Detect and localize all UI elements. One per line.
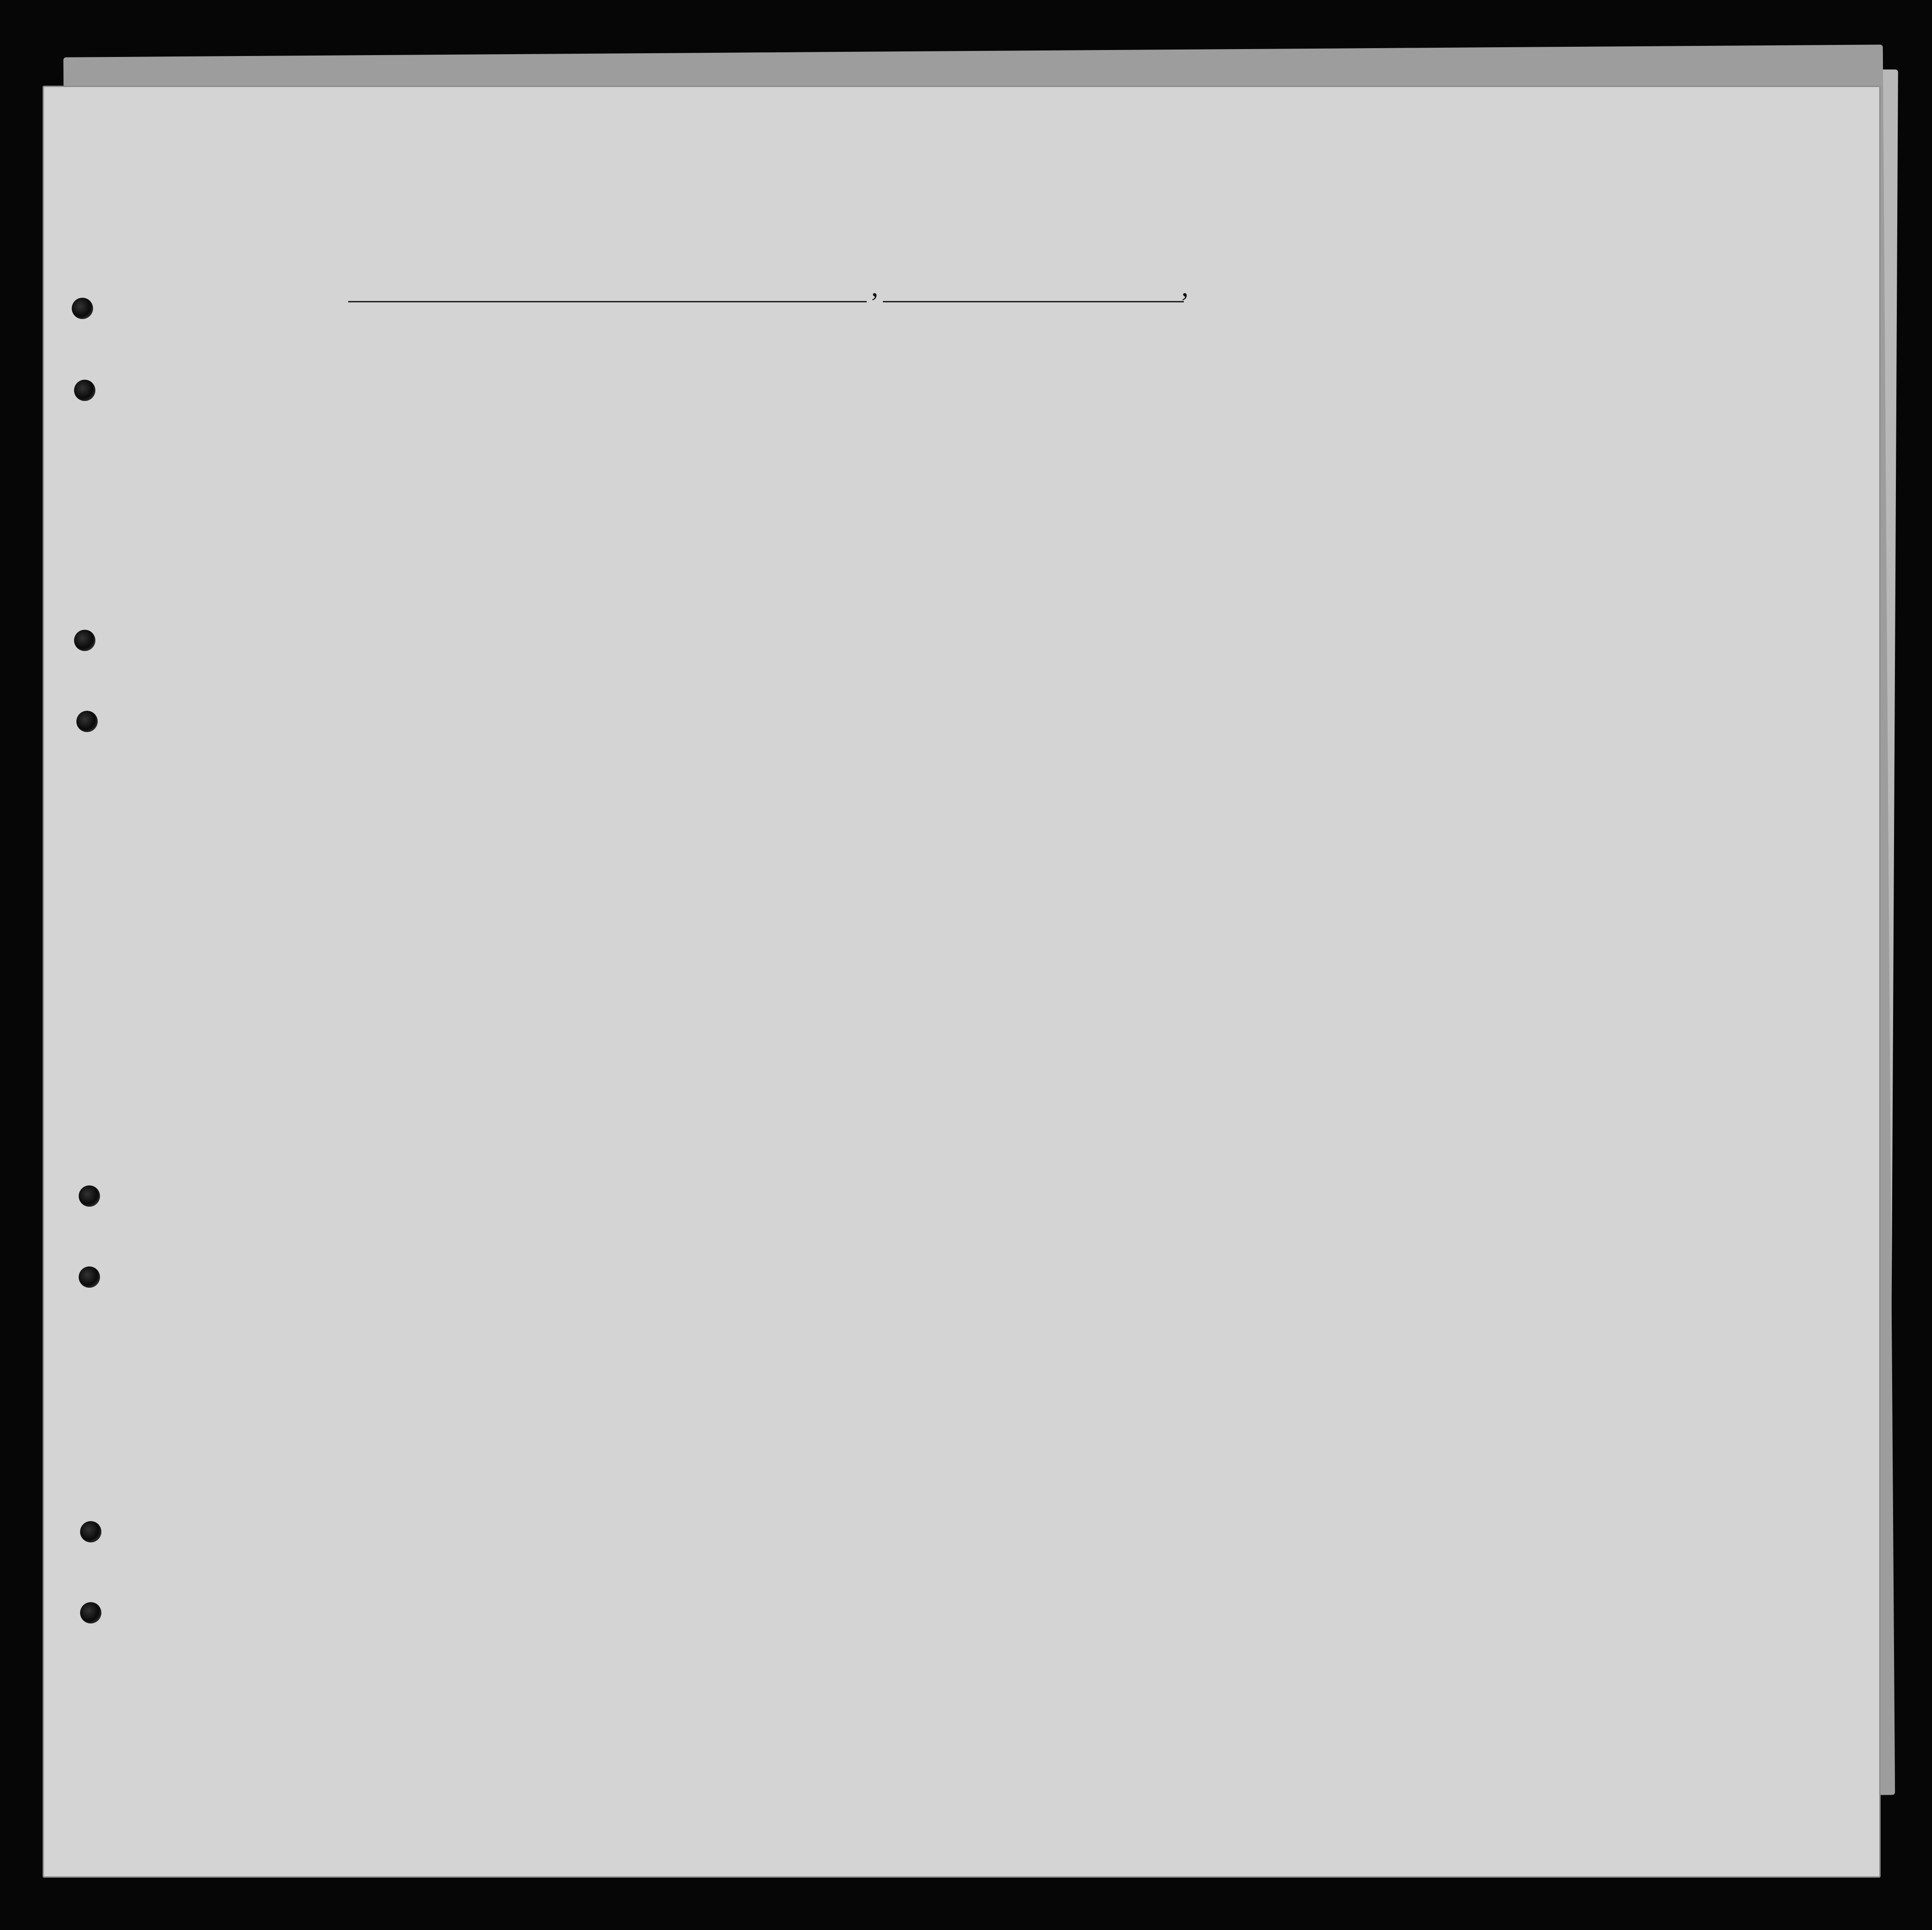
header-purpose-citizen xyxy=(1112,366,1144,519)
header-polygamist xyxy=(1177,354,1194,516)
header-purpose-length xyxy=(1075,366,1107,519)
binder-hole xyxy=(74,380,95,401)
header-q28 xyxy=(1219,352,1256,519)
header-money xyxy=(671,352,690,523)
header-contract-labor xyxy=(1260,352,1293,519)
header-inches xyxy=(1473,401,1487,451)
header-prison xyxy=(1151,354,1179,516)
binder-hole xyxy=(79,1266,100,1288)
comma-separator: , xyxy=(1182,271,1188,302)
comma-separator: , xyxy=(871,271,878,302)
header-ticket xyxy=(566,352,586,523)
binder-hole xyxy=(79,1185,100,1207)
header-anarchist xyxy=(1198,354,1214,516)
binder-hole xyxy=(74,630,95,651)
binder-hole xyxy=(76,711,98,732)
ledger-grid xyxy=(43,86,1881,1878)
binder-hole xyxy=(80,1521,101,1542)
binder-hole xyxy=(72,298,93,319)
header-purpose-return xyxy=(1036,366,1073,519)
binder-hole xyxy=(80,1602,101,1623)
header-feet xyxy=(1450,401,1464,442)
manifest-page xyxy=(43,86,1881,1878)
header-deported xyxy=(1300,352,1332,519)
